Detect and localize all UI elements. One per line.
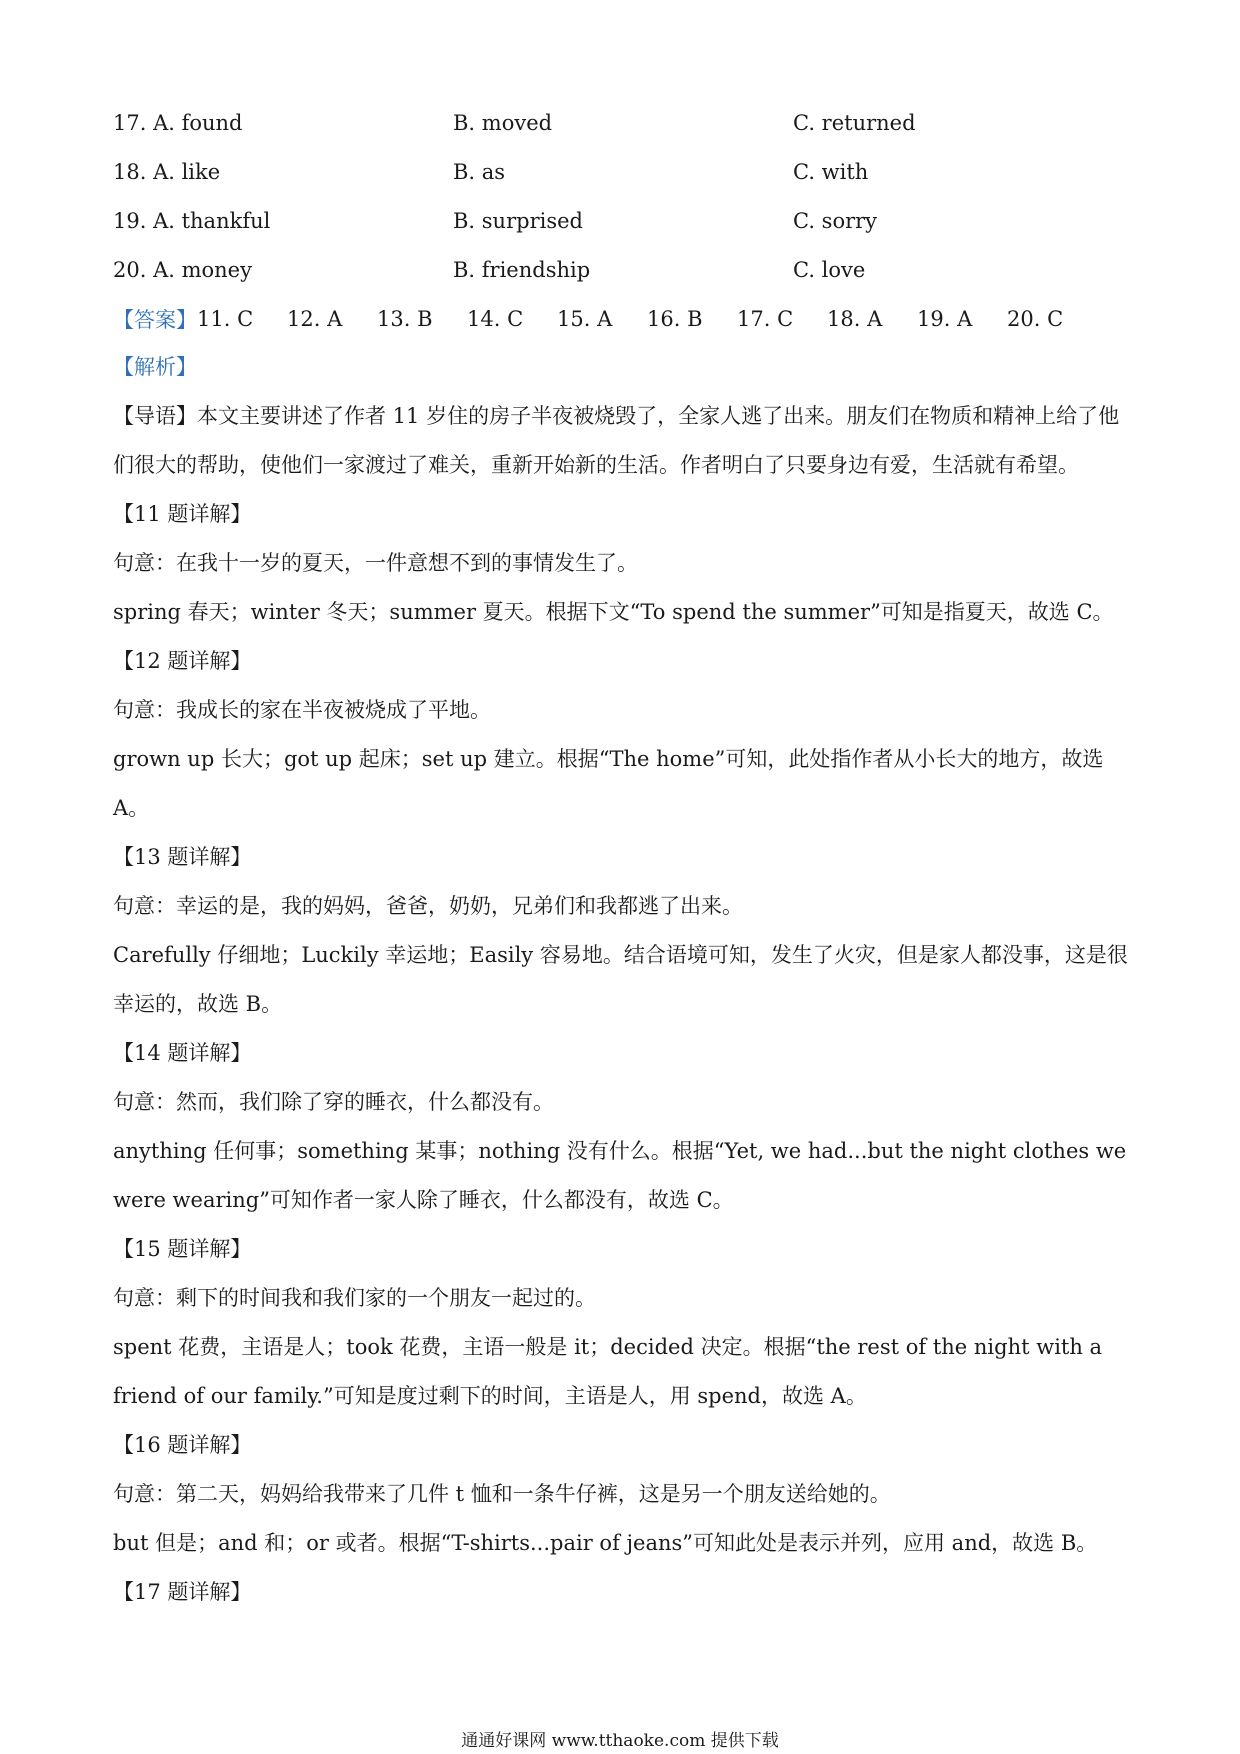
option-row-20	[113, 245, 1133, 294]
section-meaning: 句意：然而，我们除了穿的睡衣，什么都没有。	[113, 1090, 554, 1114]
answer-label: 【答案】	[113, 307, 197, 332]
section-explain: but 但是；and 和；or 或者。根据“T-shirts...pair of jeans”可知此处是表示并列，应用 and，故选 B。	[113, 1531, 1098, 1555]
answer-item: 11. C	[197, 306, 254, 331]
option-a: 17. A. found	[113, 110, 243, 135]
section-15	[113, 1225, 1133, 1421]
intro-paragraph: 【导语】本文主要讲述了作者 11 岁住的房子半夜被烧毁了，全家人逃了出来。朋友们在物质和精神上给了他们很大的帮助，使他们一家渡过了难关，重新开始新的生活。作者明白了只要身边有爱，生活就有希望。	[113, 404, 1120, 477]
option-c: C. returned	[793, 110, 916, 135]
answer-item: 15. A	[557, 306, 613, 331]
answer-item: 20. C	[1007, 306, 1064, 331]
section-explain: grown up 长大；got up 起床；set up 建立。根据“The home”可知，此处指作者从小长大的地方，故选 A。	[113, 747, 1104, 820]
page-footer: 通通好课网 www.tthaoke.com 提供下载	[461, 1731, 779, 1751]
option-c: C. with	[793, 159, 869, 184]
section-meaning: 句意：幸运的是，我的妈妈，爸爸，奶奶，兄弟们和我都逃了出来。	[113, 894, 743, 918]
section-explain: anything 任何事；something 某事；nothing 没有什么。根据“Yet, we had...but the night clothes we were wearing”可知作者一家人除了睡衣，什么都没有，故选 C。	[113, 1139, 1127, 1212]
section-13	[113, 833, 1133, 1029]
section-meaning: 句意：剩下的时间我和我们家的一个朋友一起过的。	[113, 1286, 596, 1310]
answer-item: 13. B	[377, 306, 433, 331]
option-row-18	[113, 147, 1133, 196]
section-title: 【11 题详解】	[113, 502, 252, 526]
section-11	[113, 490, 1133, 637]
answer-item: 16. B	[647, 306, 703, 331]
option-c: C. love	[793, 257, 866, 282]
section-meaning: 句意：在我十一岁的夏天，一件意想不到的事情发生了。	[113, 551, 638, 575]
answer-item: 12. A	[287, 306, 343, 331]
section-12	[113, 637, 1133, 833]
option-b: B. as	[453, 159, 506, 184]
option-b: B. surprised	[453, 208, 583, 233]
answer-row	[113, 294, 1133, 343]
section-explain: spring 春天；winter 冬天；summer 夏天。根据下文“To spend the summer”可知是指夏天，故选 C。	[113, 600, 1114, 624]
document-page	[113, 98, 1133, 1617]
option-row-17	[113, 98, 1133, 147]
section-explain: Carefully 仔细地；Luckily 幸运地；Easily 容易地。结合语境可知，发生了火灾，但是家人都没事，这是很幸运的，故选 B。	[113, 943, 1128, 1016]
answer-item: 17. C	[737, 306, 794, 331]
section-14	[113, 1029, 1133, 1225]
section-title: 【14 题详解】	[113, 1041, 252, 1065]
option-a: 20. A. money	[113, 257, 252, 282]
section-title: 【16 题详解】	[113, 1433, 252, 1457]
option-a: 18. A. like	[113, 159, 221, 184]
section-17-title: 【17 题详解】	[113, 1580, 252, 1604]
section-16	[113, 1421, 1133, 1568]
section-meaning: 句意：我成长的家在半夜被烧成了平地。	[113, 698, 491, 722]
section-title: 【13 题详解】	[113, 845, 252, 869]
section-explain: spent 花费，主语是人；took 花费，主语一般是 it；decided 决定。根据“the rest of the night with a friend of our family.”可知是度过剩下的时间，主语是人，用 spend，故选 A。	[113, 1335, 1103, 1408]
option-b: B. friendship	[453, 257, 591, 282]
analysis-label: 【解析】	[113, 355, 197, 379]
option-a: 19. A. thankful	[113, 208, 271, 233]
option-b: B. moved	[453, 110, 553, 135]
answer-item: 18. A	[827, 306, 883, 331]
section-title: 【12 题详解】	[113, 649, 252, 673]
section-title: 【15 题详解】	[113, 1237, 252, 1261]
option-row-19	[113, 196, 1133, 245]
answer-item: 19. A	[917, 306, 973, 331]
answer-item: 14. C	[467, 306, 524, 331]
section-meaning: 句意：第二天，妈妈给我带来了几件 t 恤和一条牛仔裤，这是另一个朋友送给她的。	[113, 1482, 891, 1506]
option-c: C. sorry	[793, 208, 878, 233]
